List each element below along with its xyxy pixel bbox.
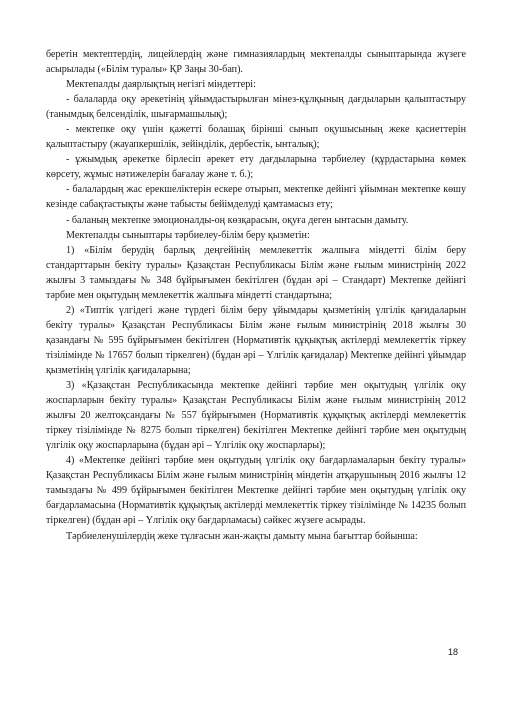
paragraph: - балалардың жас ерекшеліктерін ескере отырып, мектепке дейінгі ұйымнан мектепке көшу кезінде сабақтастықты және табысты бейімделуді қамтамасыз ету;	[46, 184, 466, 211]
paragraph: - балаларда оқу әрекетінің ұйымдастырылған мінез-құлқының дағдыларын қалыптастыру (танымдық белсенділік, шығармашылық);	[46, 94, 466, 121]
paragraph: 3) «Қазақстан Республикасында мектепке дейінгі тәрбие мен оқытудың үлгілік оқу жоспарларын бекіту туралы» Қазақстан Республикасы Білім және ғылым министрінің 2012 жылғы 20 желтоқсандағы № 557 бұйрығымен (Нормативтік құқықтық актілерді мемлекеттік тіркеу тізілімінде № 8275 болып тіркелген) бекітілген Мектепке дейінгі тәрбие мен оқытудың үлгілік оқу жоспарларына (бұдан әрі – Үлгілік оқу жоспарлары);	[46, 380, 466, 452]
paragraph: беретін мектептердің, лицейлердің және гимназиялардың мектепалды сыныптарында жүзеге асырылады («Білім туралы» ҚР Заңы 30-бап).	[46, 49, 466, 76]
paragraph: - ұжымдық әрекетке бірлесіп әрекет ету дағдыларына тәрбиелеу (құрдастарына көмек көрсету, жұмыс нәтижелерін бағалау және т. б.);	[46, 154, 466, 181]
page-number: 18	[448, 647, 459, 657]
paragraph: Мектепалды сыныптары тәрбиелеу-білім беру қызметін:	[66, 229, 310, 241]
paragraph: - баланың мектепке эмоционалды-оң көзқарасын, оқуға деген ынтасын дамыту.	[66, 214, 409, 226]
paragraph: 1) «Білім берудің барлық деңгейінің мемлекеттік жалпыға міндетті білім беру стандарттарын бекіту туралы» Қазақстан Республикасы Білім және ғылым министрінің 2022 жылғы 3 тамыздағы № 348 бұйрығымен бекітілген (бұдан әрі – Стандарт) Мектепке дейінгі тәрбие мен оқытудың мемлекеттік жалпыға міндетті стандартына;	[46, 244, 466, 301]
paragraph: Тәрбиеленушілердің жеке тұлғасын жан-жақты дамыту мына бағыттар бойынша:	[66, 530, 418, 542]
body-text	[46, 47, 466, 544]
paragraph: Мектепалды даярлықтың негізгі міндеттері:	[66, 79, 256, 91]
paragraph: 4) «Мектепке дейінгі тәрбие мен оқытудың үлгілік оқу бағдарламаларын бекіту туралы» Қазақстан Республикасы Білім және ғылым министрінің міндетін атқарушының 2016 жылғы 12 тамыздағы № 499 бұйрығымен бекітілген Мектепке дейінгі тәрбие мен оқытудың үлгілік оқу бағдарламасына (Нормативтік құқықтық актілерді мемлекеттік тіркеу тізілімінде № 14235 болып тіркелген) (бұдан әрі – Үлгілік оқу бағдарламасы) сәйкес жүзеге асырады.	[46, 455, 466, 527]
paragraph: 2) «Типтік үлгідегі және түрдегі білім беру ұйымдары қызметінің үлгілік қағидаларын бекіту туралы» Қазақстан Республикасы Білім және ғылым министрінің 2018 жылғы 30 қазандағы № 595 бұйрығымен бекітілген (Нормативтік құқықтық актілерді мемлекеттік тіркеу тізілімінде № 17657 болып тіркелген) (бұдан әрі – Үлгілік қағидалар) Мектепке дейінгі ұйымдар қызметінің үлгілік қағидаларына;	[46, 304, 466, 376]
paragraph: - мектепке оқу үшін қажетті болашақ бірінші сынып оқушысының жеке қасиеттерін қалыптастыру (жауапкершілік, зейінділік, дербестік, ынталық);	[46, 124, 466, 151]
